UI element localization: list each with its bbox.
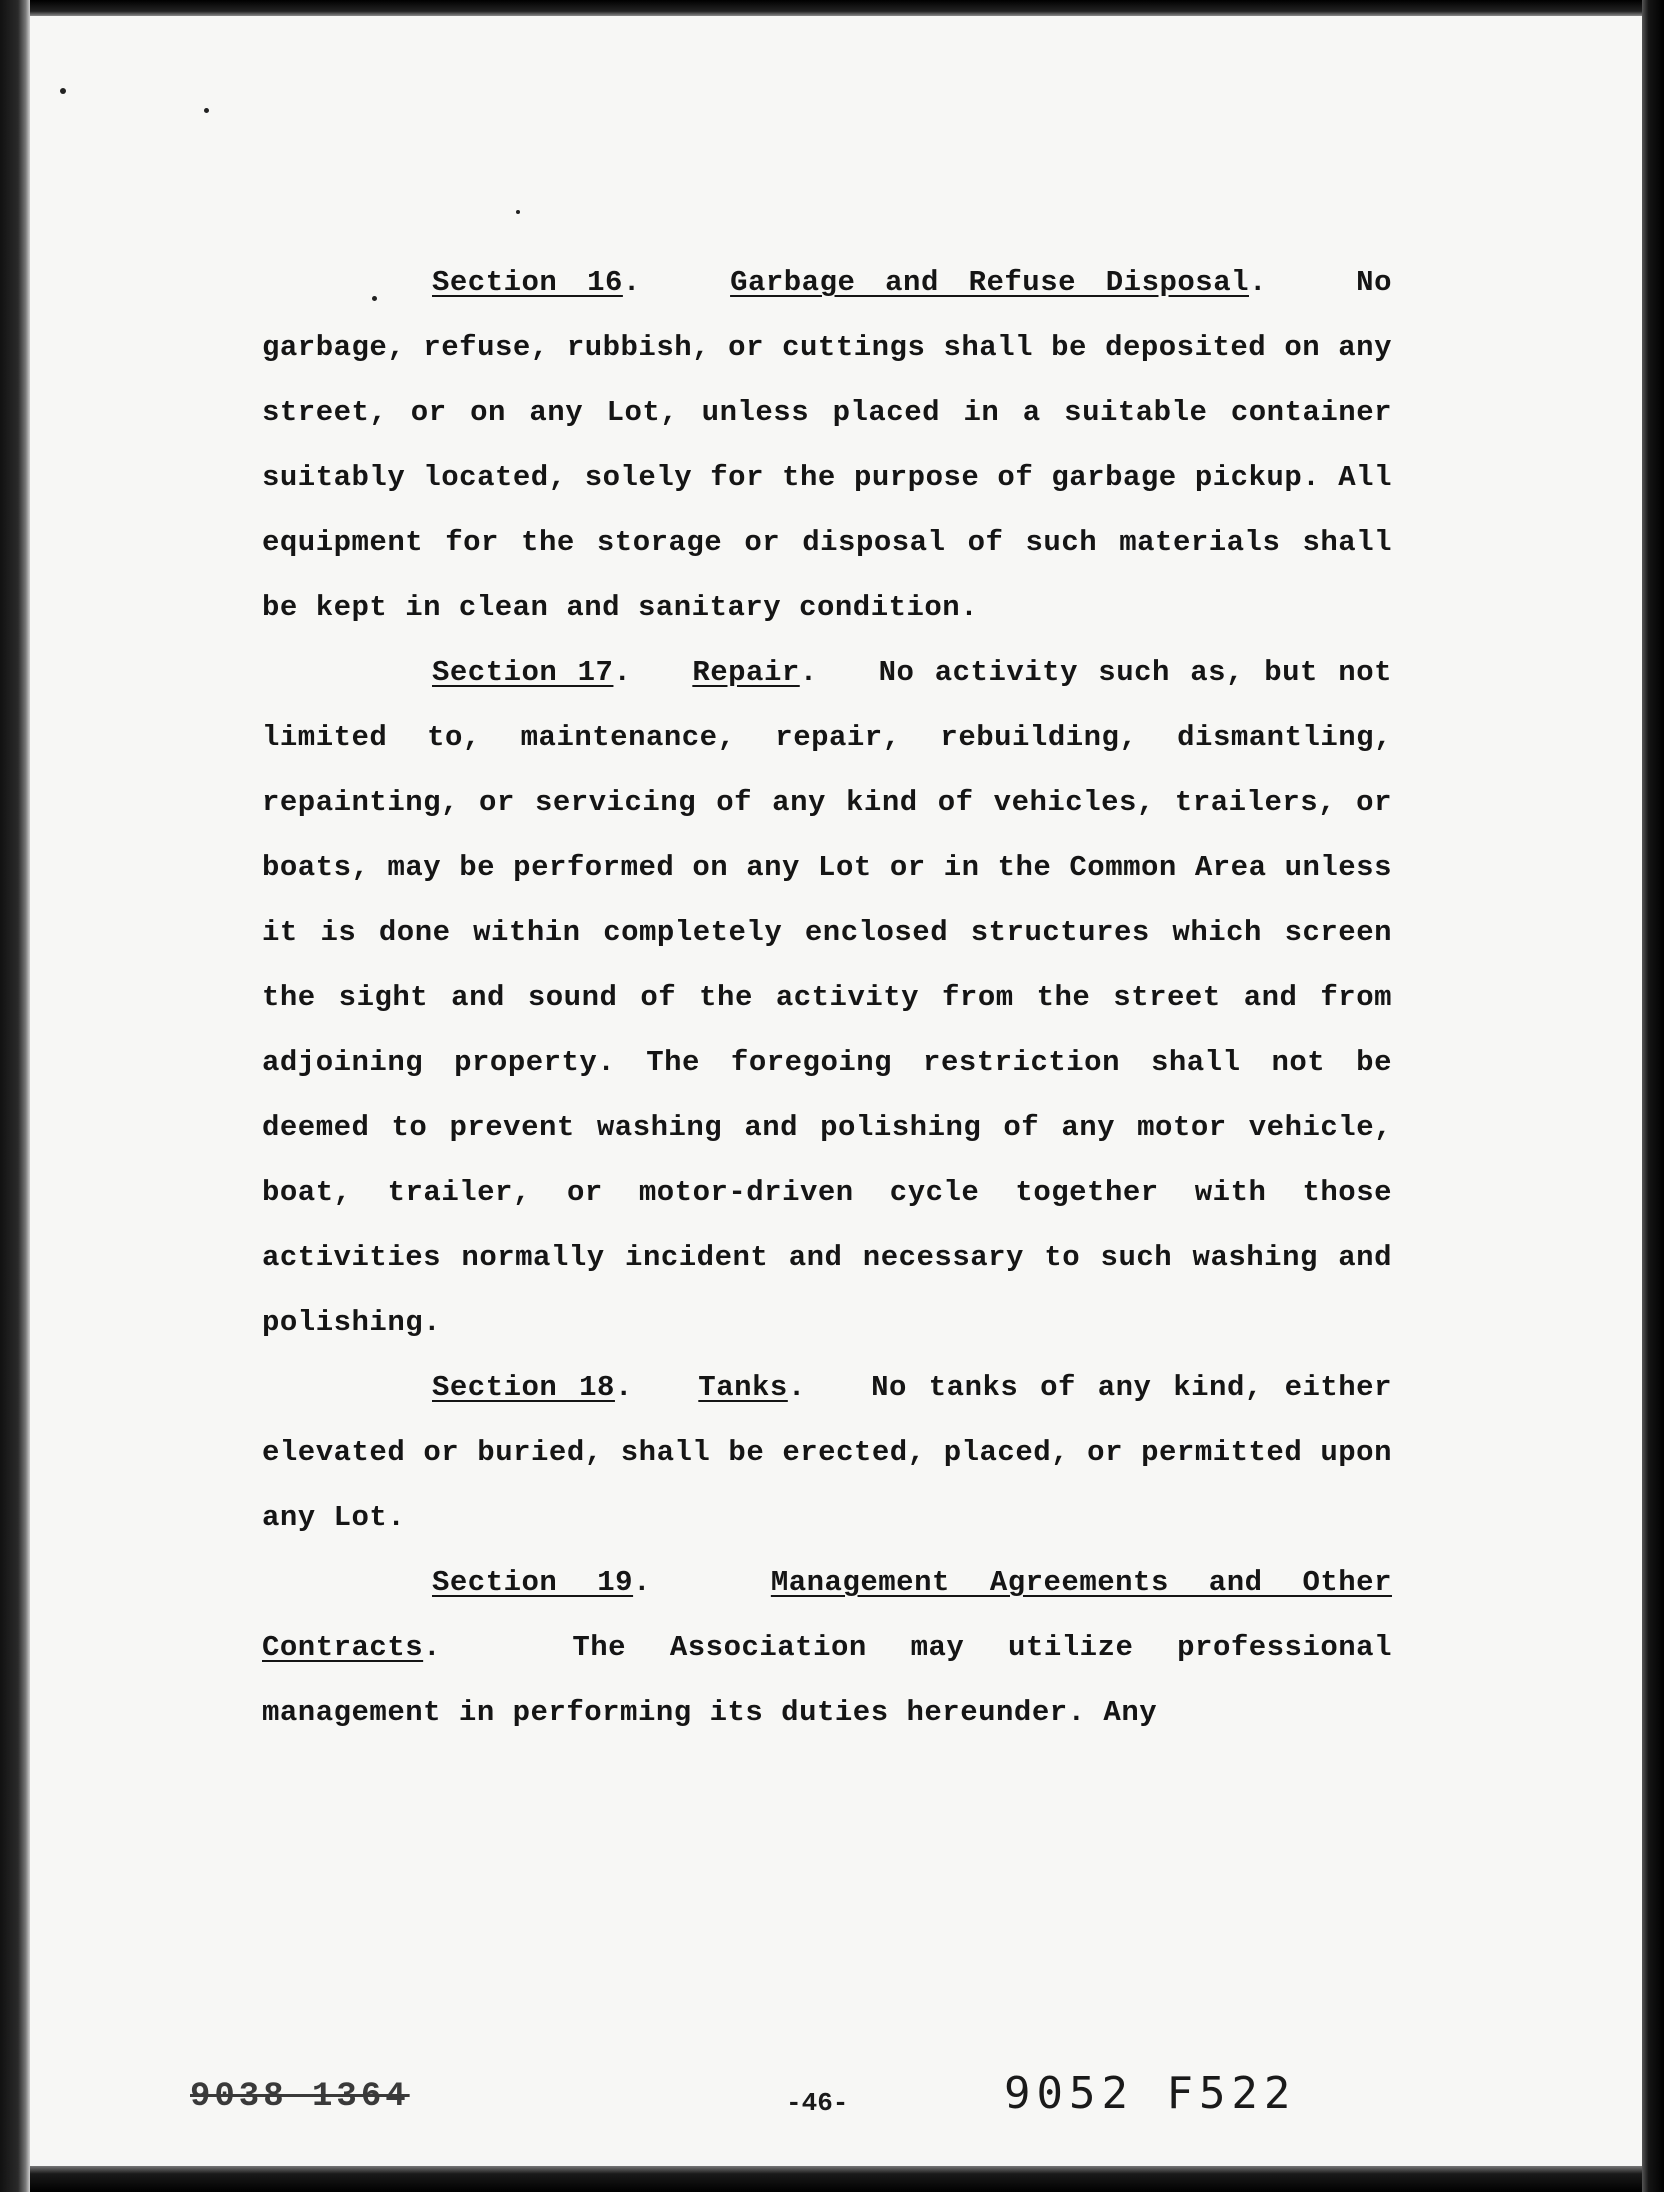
section-19-paragraph: Section 19. Management Agreements and Other Contracts. The Association may utilize professional management in performing its duties hereunder. Any (262, 1566, 1392, 1729)
scan-edge-bottom (0, 2166, 1664, 2192)
scan-edge-left (0, 0, 30, 2192)
scan-edge-top (0, 0, 1664, 16)
section-17-title: Repair (692, 656, 800, 689)
section-19-title: Management Agreements and Other Contracts (262, 1566, 1392, 1664)
section-17-paragraph: Section 17. Repair. No activity such as, but not limited to, maintenance, repair, rebuilding, dismantling, repainting, or servicing of any kind of vehicles, trailers, or boats, may be performed on any Lot or in the Common Area unless it is done within completely enclosed structures which screen the sight and sound of the activity from the street and from adjoining property. The foregoing restriction shall not be deemed to prevent washing and polishing of any motor vehicle, boat, trailer, or motor-driven cycle together with those activities normally incident and necessary to such washing and polishing. (262, 656, 1392, 1339)
section-16-title: Garbage and Refuse Disposal (730, 266, 1249, 299)
section-19-text: The Association may utilize professional management in performing its duties hereunder. Any (262, 1631, 1392, 1729)
section-16-text: No garbage, refuse, rubbish, or cuttings shall be deposited on any street, or on any Lot, unless placed in a suitable container suitably located, solely for the purpose of garbage pickup. All equipment for the storage or disposal of such materials shall be kept in clean and sanitary condition. (262, 266, 1392, 624)
section-19-heading: Section 19 (432, 1566, 634, 1599)
section-17-text: No activity such as, but not limited to, maintenance, repair, rebuilding, dismantling, repainting, or servicing of any kind of vehicles, trailers, or boats, may be performed on any Lot or in the Common Area unless it is done within completely enclosed structures which screen the sight and sound of the activity from the street and from adjoining property. The foregoing restriction shall not be deemed to prevent washing and polishing of any motor vehicle, boat, trailer, or motor-driven cycle together with those activities normally incident and necessary to such washing and polishing. (262, 656, 1392, 1339)
scan-speck (204, 108, 209, 113)
scan-speck (516, 210, 520, 214)
scan-edge-right (1642, 0, 1664, 2192)
section-18-title: Tanks (698, 1371, 788, 1404)
document-body (262, 250, 1392, 1745)
page-number: -46- (786, 2088, 849, 2118)
section-18-text: No tanks of any kind, either elevated or buried, shall be erected, placed, or permitted upon any Lot. (262, 1371, 1392, 1534)
section-16-heading: Section 16 (432, 266, 623, 299)
section-16-paragraph: Section 16. Garbage and Refuse Disposal. No garbage, refuse, rubbish, or cuttings shall be deposited on any street, or on any Lot, unless placed in a suitable container suitably located, solely for the purpose of garbage pickup. All equipment for the storage or disposal of such materials shall be kept in clean and sanitary condition. (262, 266, 1392, 624)
scan-speck (60, 88, 66, 94)
section-17-heading: Section 17 (432, 656, 614, 689)
footer-right-stamp: 9052 F522 (1004, 2068, 1297, 2119)
section-18-heading: Section 18 (432, 1371, 615, 1404)
page-footer (0, 2068, 1664, 2132)
section-18-paragraph: Section 18. Tanks. No tanks of any kind, either elevated or buried, shall be erected, placed, or permitted upon any Lot. (262, 1371, 1392, 1534)
footer-left-stamp: 9038 1364 (190, 2078, 410, 2116)
